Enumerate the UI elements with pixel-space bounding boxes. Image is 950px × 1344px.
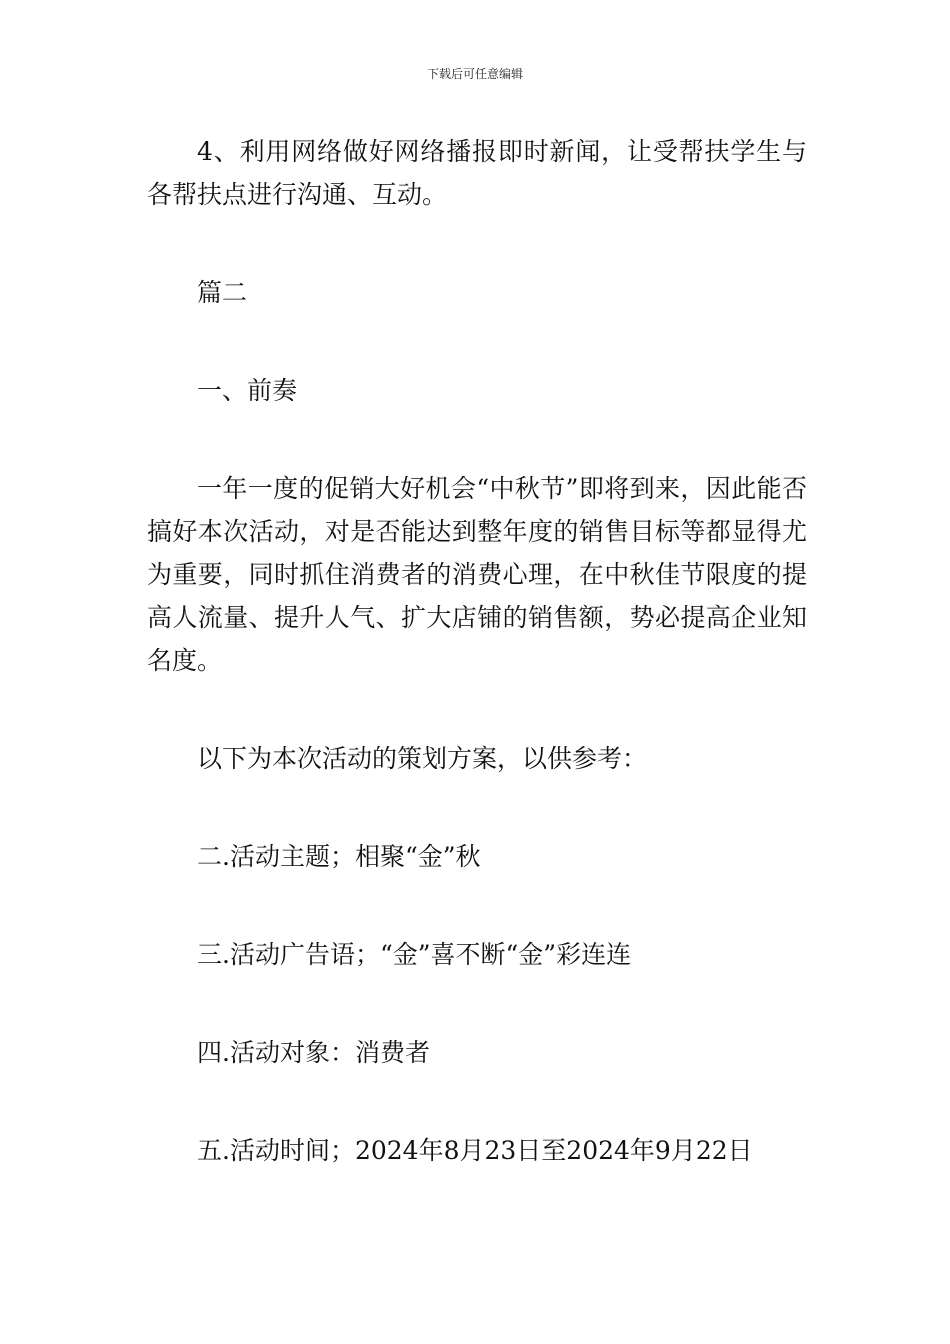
section-heading-part-two: 篇二: [197, 278, 248, 307]
page-header-note: 下载后可任意编辑: [426, 67, 523, 81]
paragraph-activity-time: 五.活动时间；2024年8月23日至2024年9月22日: [197, 1136, 753, 1165]
paragraph-network-broadcast: 4、利用网络做好网络播报即时新闻，让受帮扶学生与各帮扶点进行沟通、互动。: [147, 137, 807, 209]
section-heading-prelude: 一、前奏: [197, 376, 298, 405]
paragraph-activity-audience: 四.活动对象：消费者: [197, 1038, 430, 1067]
paragraph-activity-slogan: 三.活动广告语；“金”喜不断“金”彩连连: [197, 940, 632, 969]
document-body: [147, 130, 807, 1172]
paragraph-activity-theme: 二.活动主题；相聚“金”秋: [197, 842, 481, 871]
paragraph-mid-autumn-intro: 一年一度的促销大好机会“中秋节”即将到来，因此能否搞好本次活动，对是否能达到整年度的销售目标等都显得尤为重要，同时抓住消费者的消费心理，在中秋佳节限度的提高人流量、提升人气、扩大店铺的销售额，势必提高企业知名度。: [147, 474, 807, 675]
paragraph-plan-intro: 以下为本次活动的策划方案，以供参考：: [197, 744, 648, 773]
